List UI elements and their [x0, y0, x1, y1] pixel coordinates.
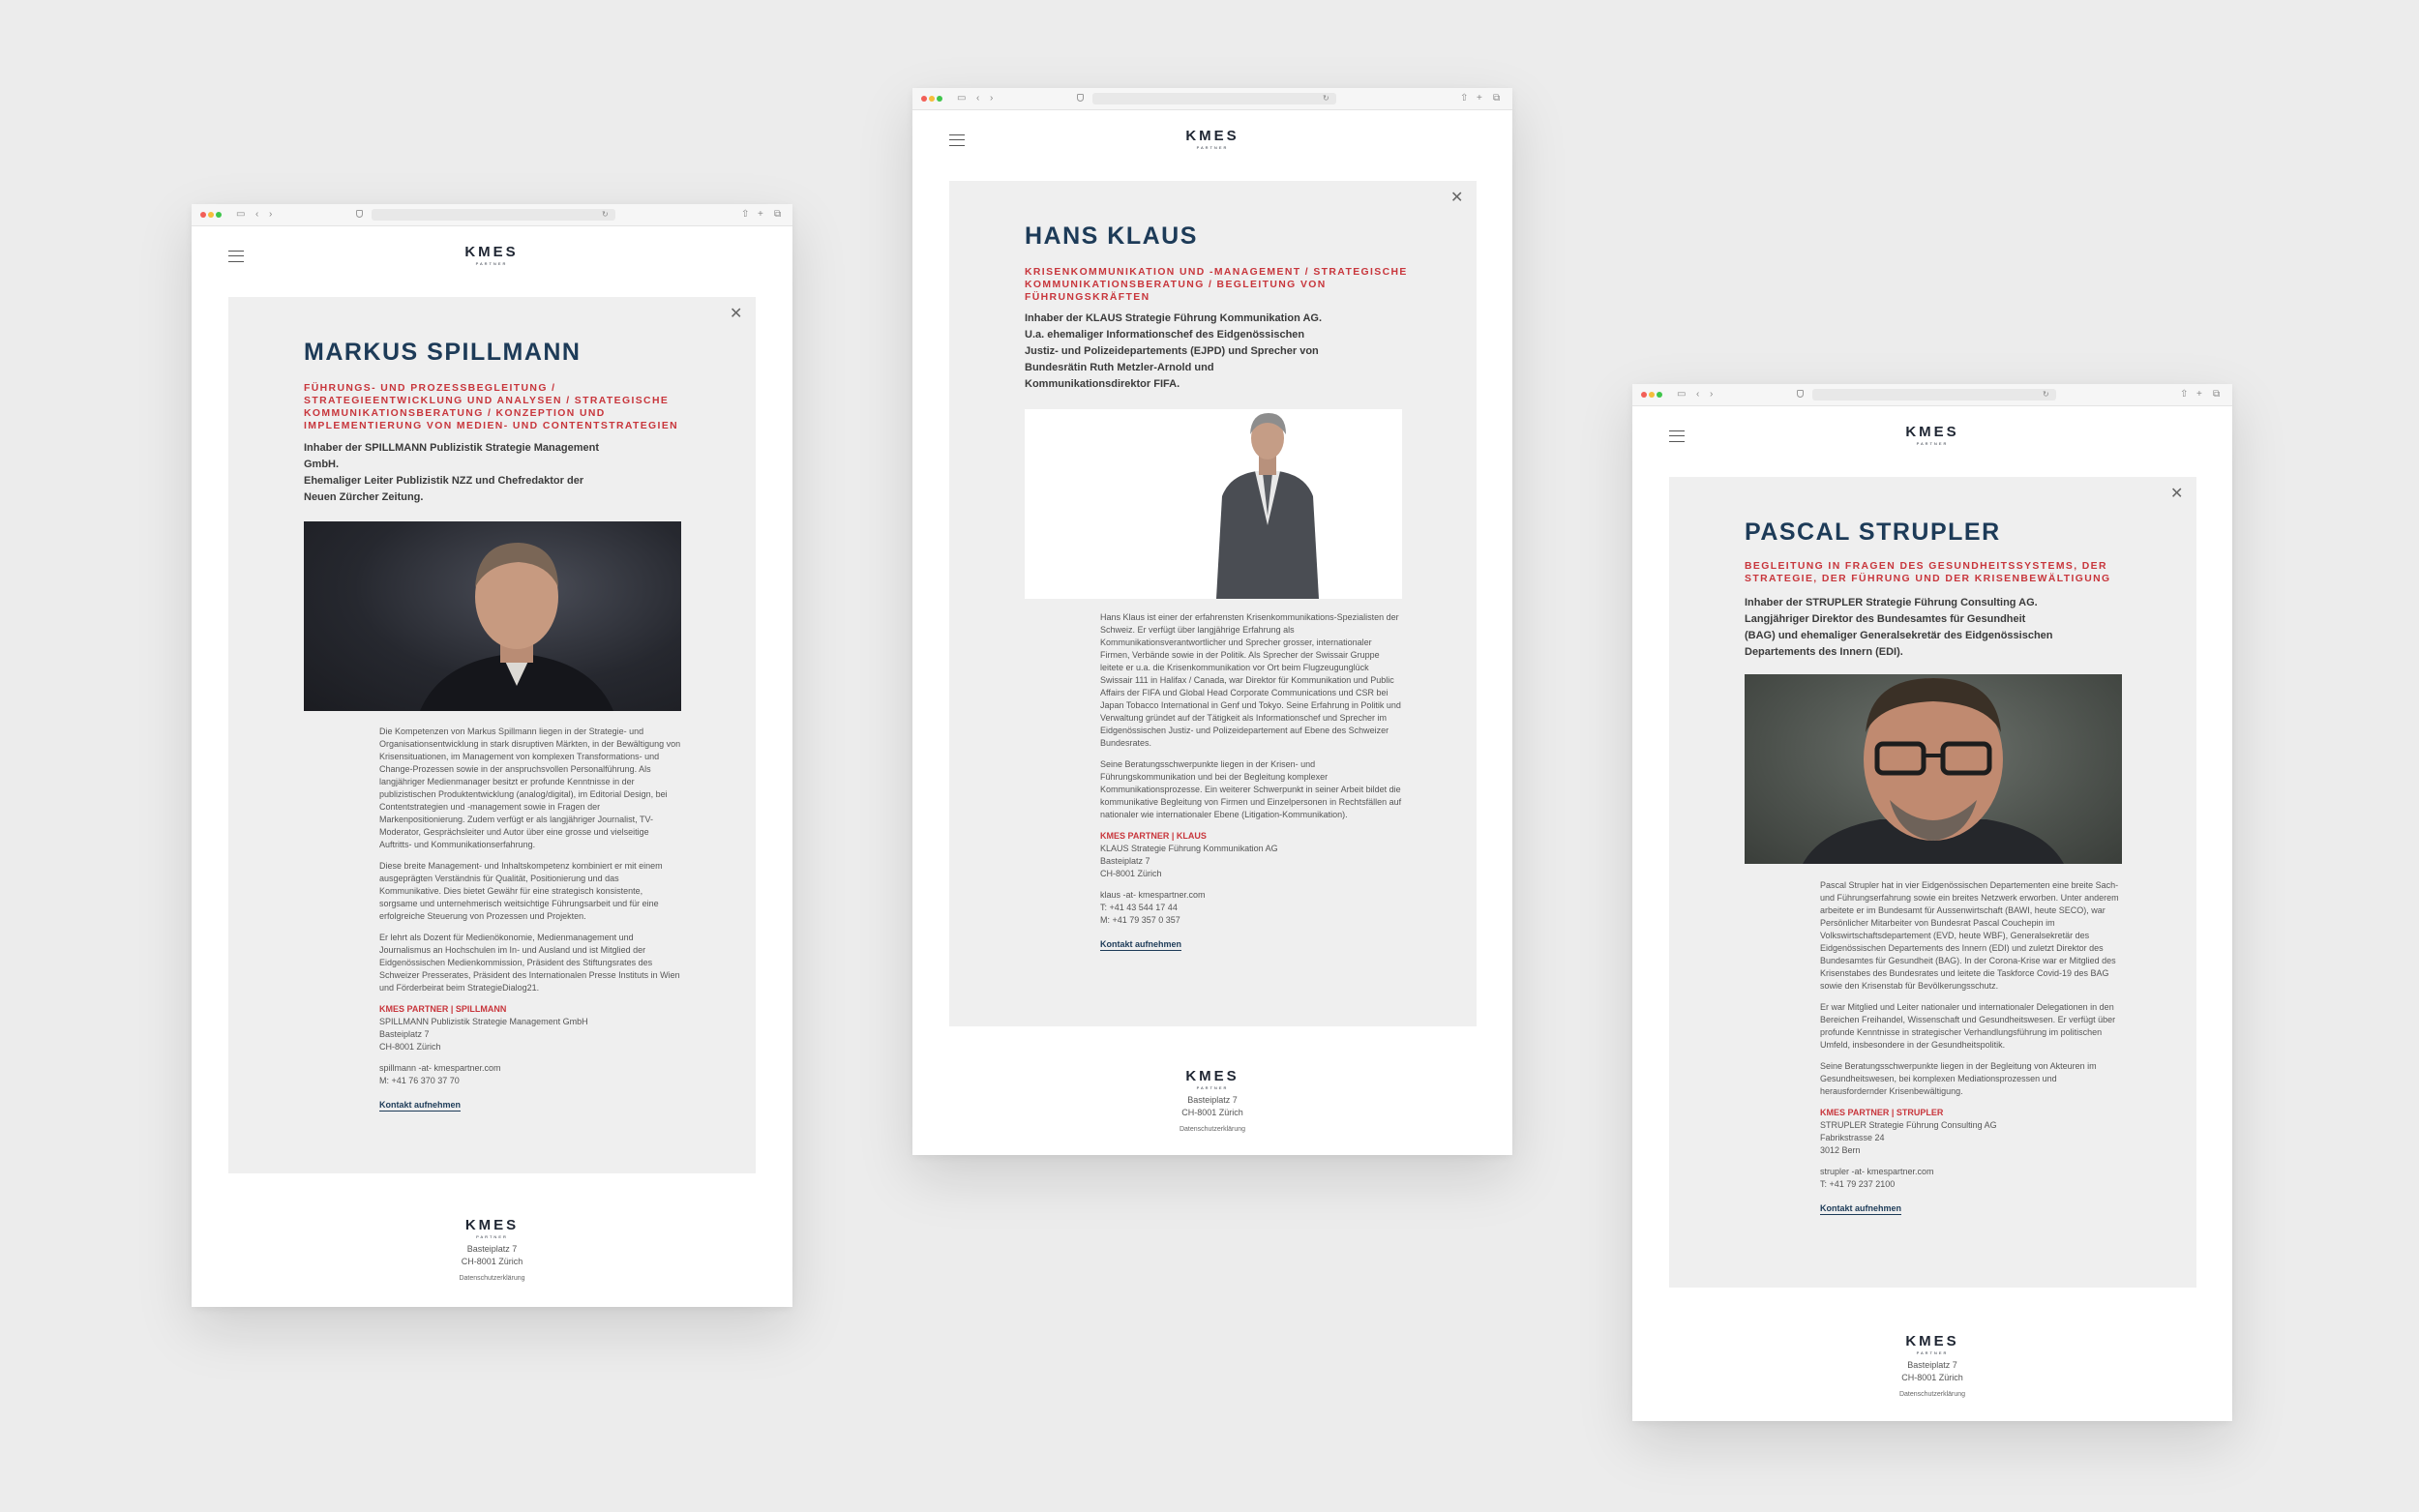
portrait-photo: [1745, 674, 2122, 864]
profile-bio: [1820, 879, 2122, 1215]
address-bar[interactable]: [1812, 389, 2056, 400]
contact-heading: KMES PARTNER | KLAUS: [1100, 831, 1207, 841]
address-bar[interactable]: [372, 209, 615, 221]
profile-role: FÜHRUNGS- UND PROZESSBEGLEITUNG / STRATEGIEENTWICKLUNG UND ANALYSEN / STRATEGISCHE KOMMUNIKATIONSBERATUNG / KONZEPTION UND IMPLEMENTIERUNG VON MEDIEN- UND CONTENTSTRATEGIEN: [304, 383, 679, 431]
footer-city: CH-8001 Zürich: [1901, 1373, 1963, 1382]
browser-window-klaus: [912, 88, 1512, 1155]
address-line: Basteiplatz 7: [379, 1029, 430, 1039]
address-line: SPILLMANN Publizistik Strategie Management GmbH: [379, 1017, 588, 1026]
contact-button[interactable]: Kontakt aufnehmen: [1100, 939, 1182, 949]
contact-heading: KMES PARTNER | STRUPLER: [1820, 1108, 1944, 1117]
browser-toolbar: [1632, 384, 2232, 406]
tabs-icon[interactable]: ⧉: [2213, 389, 2221, 400]
page-footer: [912, 1069, 1512, 1133]
privacy-link[interactable]: Datenschutzerklärung: [1898, 1391, 1966, 1398]
logo-sub: PARTNER: [1916, 441, 1949, 446]
profile-name: MARKUS SPILLMANN: [304, 339, 582, 366]
intro-line: Inhaber der SPILLMANN Publizistik Strategie Management GmbH.: [304, 442, 599, 470]
browser-toolbar: [912, 88, 1512, 110]
chevron-right-icon[interactable]: ›: [1710, 389, 1714, 400]
plus-icon[interactable]: +: [758, 209, 763, 220]
portrait-photo: [304, 521, 681, 711]
minimize-window-button[interactable]: [208, 212, 214, 218]
portrait-figure: [1745, 674, 2122, 864]
bio-paragraph: Diese breite Management- und Inhaltskompetenz kombiniert er mit einem ausgeprägten Verständnis für Qualität, Positionierung und das Kommunikative. Dies bietet Gewähr für eine strategisch konsistente, sorgsame und unternehmerisch weitsichtige Führungsarbeit und für eine erfolgreiche Steuerung von Prozessen und Projekten.: [379, 861, 663, 921]
profile-name: PASCAL STRUPLER: [1745, 519, 2001, 546]
footer-logo-word: KMES: [1185, 1068, 1239, 1084]
kmes-logo[interactable]: [443, 245, 540, 266]
footer-logo-sub: PARTNER: [1916, 1350, 1949, 1355]
close-window-button[interactable]: [921, 96, 927, 102]
page-footer: [1632, 1334, 2232, 1398]
address-line: CH-8001 Zürich: [1100, 869, 1162, 878]
shield-icon: [1077, 94, 1084, 102]
address-line: KLAUS Strategie Führung Kommunikation AG: [1100, 844, 1278, 853]
contact-button[interactable]: Kontakt aufnehmen: [1820, 1203, 1902, 1213]
footer-logo-sub: PARTNER: [1196, 1085, 1229, 1090]
share-icon[interactable]: ⇧: [2180, 389, 2189, 400]
contact-button[interactable]: Kontakt aufnehmen: [379, 1100, 462, 1110]
browser-window-spillmann: [192, 204, 792, 1307]
close-icon[interactable]: ✕: [730, 306, 743, 322]
footer-logo-word: KMES: [464, 1217, 520, 1233]
close-window-button[interactable]: [200, 212, 206, 218]
tabs-icon[interactable]: ⧉: [774, 209, 782, 220]
reload-icon[interactable]: ↻: [602, 210, 609, 219]
footer-city: CH-8001 Zürich: [1181, 1108, 1243, 1117]
address-line: STRUPLER Strategie Führung Consulting AG: [1820, 1120, 1997, 1130]
bio-paragraph: Hans Klaus ist einer der erfahrensten Krisenkommunikations-Spezialisten der Schweiz. Er verfügt über langjährige Erfahrung als Kommunikationsverantwortlicher und Sprecher grosser, internationaler Firmen, Verbände sowie in der Politik. Als Sprecher der Swissair Gruppe leitete er u.a. die Krisenkommunikation vor Ort beim Flugzeugunglück Swissair 111 in Halifax / Canada, war Direktor für Kommunikation und Public Affairs der FIFA und Global Head Corporate Communications und CSR bei Japan Tobacco International in Genf und Tokyo. Seine Erfahrung in Politik und Verwaltung gründet auf der Tätigkeit als Informationschef und Sprecher im Eidgenössischen Justiz- und Polizeidepartement auf Ebene des Schweizer Bundesrates.: [1100, 612, 1401, 748]
bio-paragraph: Er war Mitglied und Leiter nationaler und internationaler Delegationen in den Bereichen Freihandel, Wissenschaft und Gesundheitswesen. Er verfügt über profunde Kenntnisse in strategischer Verhandlungsführung im politischen Umfeld, insbesondere in der Gesundheitspolitik.: [1820, 1002, 2116, 1050]
reload-icon[interactable]: ↻: [1323, 94, 1329, 103]
shield-icon: [356, 210, 363, 218]
intro-line: Inhaber der KLAUS Strategie Führung Kommunikation AG.: [1025, 312, 1323, 324]
profile-intro: [1025, 311, 1334, 393]
shield-icon: [1797, 390, 1804, 398]
profile-name: HANS KLAUS: [1025, 222, 1198, 250]
logo-word: KMES: [1185, 128, 1239, 144]
contact-phone[interactable]: T: +41 43 544 17 44: [1100, 903, 1178, 912]
reload-icon[interactable]: ↻: [2043, 390, 2049, 399]
chevron-right-icon[interactable]: ›: [990, 93, 994, 104]
profile-intro: [1745, 595, 2054, 661]
privacy-link[interactable]: Datenschutzerklärung: [459, 1275, 525, 1282]
kmes-logo[interactable]: [1164, 129, 1261, 150]
profile-panel: [228, 297, 756, 1173]
browser-toolbar: [192, 204, 792, 226]
contact-details: [1820, 1166, 2122, 1191]
portrait-photo: [1025, 409, 1402, 599]
chevron-right-icon[interactable]: ›: [269, 209, 273, 220]
contact-details: [379, 1062, 681, 1087]
footer-street: Basteiplatz 7: [466, 1244, 518, 1254]
contact-email[interactable]: strupler -at- kmespartner.com: [1820, 1167, 1934, 1176]
contact-address: [379, 1016, 681, 1053]
portrait-figure: [1025, 409, 1402, 599]
minimize-window-button[interactable]: [1649, 392, 1655, 398]
intro-line: Langjähriger Direktor des Bundesamtes für Gesundheit (BAG) und ehemaliger Generalsekretär des Eidgenössischen Departements des Innern (EDI).: [1745, 613, 2053, 658]
portrait-figure: [304, 521, 681, 711]
footer-city: CH-8001 Zürich: [461, 1257, 523, 1266]
intro-line: U.a. ehemaliger Informationschef des Eidgenössischen Justiz- und Polizeidepartements (EJPD) und Sprecher von Bundesrätin Ruth Metzler-Arnold und Kommunikationsdirektor FIFA.: [1025, 329, 1319, 390]
close-window-button[interactable]: [1641, 392, 1647, 398]
logo-word: KMES: [464, 244, 519, 260]
close-icon[interactable]: ✕: [2170, 486, 2184, 502]
bio-paragraph: Pascal Strupler hat in vier Eidgenössischen Departementen eine breite Sach- und Führungserfahrung sowie ein breites Netzwerk erworben. Unter anderem arbeitete er im Bundesamt für Aussenwirtschaft (BAWI, heute SECO), war Persönlicher Mitarbeiter von Bundesrat Pascal Couchepin im Volkswirtschaftsdepartement (EVD, heute WBF), Generalsekretär des Eidgenössischen Departements des Innern (EDI) und zuletzt Direktor des Bundesamtes für Gesundheit (BAG). In der Corona-Krise war er Mitglied des Krisenstabes des Bundesrates und leitete die Taskforce Covid-19 des BAG sowie den Krisenstab für Bevölkerungsschutz.: [1820, 880, 2119, 991]
sidebar-icon[interactable]: ▭: [957, 93, 967, 104]
maximize-window-button[interactable]: [1657, 392, 1662, 398]
footer-logo-sub: PARTNER: [476, 1234, 508, 1239]
address-line: Basteiplatz 7: [1100, 856, 1150, 866]
bio-paragraph: Er lehrt als Dozent für Medienökonomie, Medienmanagement und Journalismus an Hochschulen im In- und Ausland und ist Mitglied der Eidgenössischen Medienkommission, Präsident des Stiftungsrates des Schweizer Presserates, Präsident des Internationalen Presse Instituts in Wien und Förderbeirat beim StrategieDialog21.: [379, 933, 680, 993]
footer-street: Basteiplatz 7: [1187, 1095, 1238, 1105]
logo-sub: PARTNER: [475, 261, 508, 266]
sidebar-icon[interactable]: ▭: [236, 209, 246, 220]
contact-address: [1100, 843, 1402, 880]
plus-icon[interactable]: +: [2196, 389, 2202, 400]
maximize-window-button[interactable]: [937, 96, 942, 102]
share-icon[interactable]: ⇧: [1460, 93, 1469, 104]
footer-street: Basteiplatz 7: [1907, 1360, 1957, 1370]
profile-bio: [1100, 611, 1402, 951]
close-icon[interactable]: ✕: [1450, 190, 1464, 206]
contact-email[interactable]: spillmann -at- kmespartner.com: [379, 1063, 501, 1073]
contact-heading: KMES PARTNER | SPILLMANN: [379, 1004, 507, 1014]
profile-panel: [949, 181, 1477, 1026]
intro-line: Inhaber der STRUPLER Strategie Führung Consulting AG.: [1745, 597, 2038, 608]
maximize-window-button[interactable]: [216, 212, 222, 218]
logo-sub: PARTNER: [1196, 145, 1229, 150]
privacy-link[interactable]: Datenschutzerklärung: [1179, 1126, 1246, 1133]
chevron-left-icon[interactable]: ‹: [1696, 389, 1700, 400]
intro-line: Ehemaliger Leiter Publizistik NZZ und Chefredaktor der Neuen Zürcher Zeitung.: [304, 475, 584, 503]
contact-address: [1820, 1119, 2122, 1157]
tabs-icon[interactable]: ⧉: [1493, 93, 1501, 104]
profile-role: KRISENKOMMUNIKATION UND -MANAGEMENT / STRATEGISCHE KOMMUNIKATIONSBERATUNG / BEGLEITUNG VON FÜHRUNGSKRÄFTEN: [1025, 267, 1408, 303]
footer-logo-word: KMES: [1905, 1333, 1959, 1349]
chevron-left-icon[interactable]: ‹: [976, 93, 980, 104]
browser-window-strupler: [1632, 384, 2232, 1421]
profile-bio: [379, 726, 681, 1112]
contact-mobile[interactable]: M: +41 79 357 0 357: [1100, 915, 1180, 925]
hamburger-menu-icon[interactable]: [228, 251, 244, 262]
kmes-logo[interactable]: [1884, 425, 1981, 446]
hamburger-menu-icon[interactable]: [1669, 430, 1685, 442]
contact-mobile[interactable]: M: +41 76 370 37 70: [379, 1076, 460, 1085]
bio-paragraph: Seine Beratungsschwerpunkte liegen in der Begleitung von Akteuren im Gesundheitswesen, bei komplexen Mediationsprozessen und herausfordernder Krisenbewältigung.: [1820, 1061, 2097, 1096]
bio-paragraph: Seine Beratungsschwerpunkte liegen in der Krisen- und Führungskommunikation und bei der Begleitung komplexer Kommunikationsprozesse. Ein weiterer Schwerpunkt in seiner Arbeit bildet die kommunikative Begleitung von Firmen und Einzelpersonen in Rechtsfällen auf nationaler wie internationaler Ebene (Litigation-Kommunikation).: [1100, 759, 1402, 819]
hamburger-menu-icon[interactable]: [949, 134, 965, 146]
contact-email[interactable]: klaus -at- kmespartner.com: [1100, 890, 1206, 900]
contact-details: [1100, 889, 1402, 927]
sidebar-icon[interactable]: ▭: [1677, 389, 1687, 400]
logo-word: KMES: [1905, 424, 1959, 440]
address-line: 3012 Bern: [1820, 1145, 1861, 1155]
chevron-left-icon[interactable]: ‹: [255, 209, 259, 220]
address-bar[interactable]: [1092, 93, 1336, 104]
page-footer: [192, 1218, 792, 1282]
profile-panel: [1669, 477, 2196, 1288]
bio-paragraph: Die Kompetenzen von Markus Spillmann liegen in der Strategie- und Organisationsentwicklung in stark disruptiven Märkten, in der Bewältigung von Krisensituationen, im Management von komplexen Transformations- und Change-Prozessen sowie in der anspruchsvollen Personalführung. Als langjähriger Medienmanager besitzt er profunde Kenntnisse in der publizistischen Produktentwicklung (analog/digital), im Editorial Design, bei Contentstrategien und -management sowie in Fragen der Markenpositionierung. Zudem verfügt er als langjähriger Journalist, TV-Moderator, Gesprächsleiter und Autor über eine grosse und vielseitige Auftritts- und Kommunikationserfahrung.: [379, 726, 681, 849]
share-icon[interactable]: ⇧: [741, 209, 750, 220]
address-line: CH-8001 Zürich: [379, 1042, 441, 1052]
plus-icon[interactable]: +: [1477, 93, 1482, 104]
profile-role: BEGLEITUNG IN FRAGEN DES GESUNDHEITSSYSTEMS, DER STRATEGIE, DER FÜHRUNG UND DER KRISENBEWÄLTIGUNG: [1745, 561, 2111, 584]
minimize-window-button[interactable]: [929, 96, 935, 102]
address-line: Fabrikstrasse 24: [1820, 1133, 1885, 1142]
profile-intro: [304, 440, 604, 506]
contact-phone[interactable]: T: +41 79 237 2100: [1820, 1179, 1896, 1189]
